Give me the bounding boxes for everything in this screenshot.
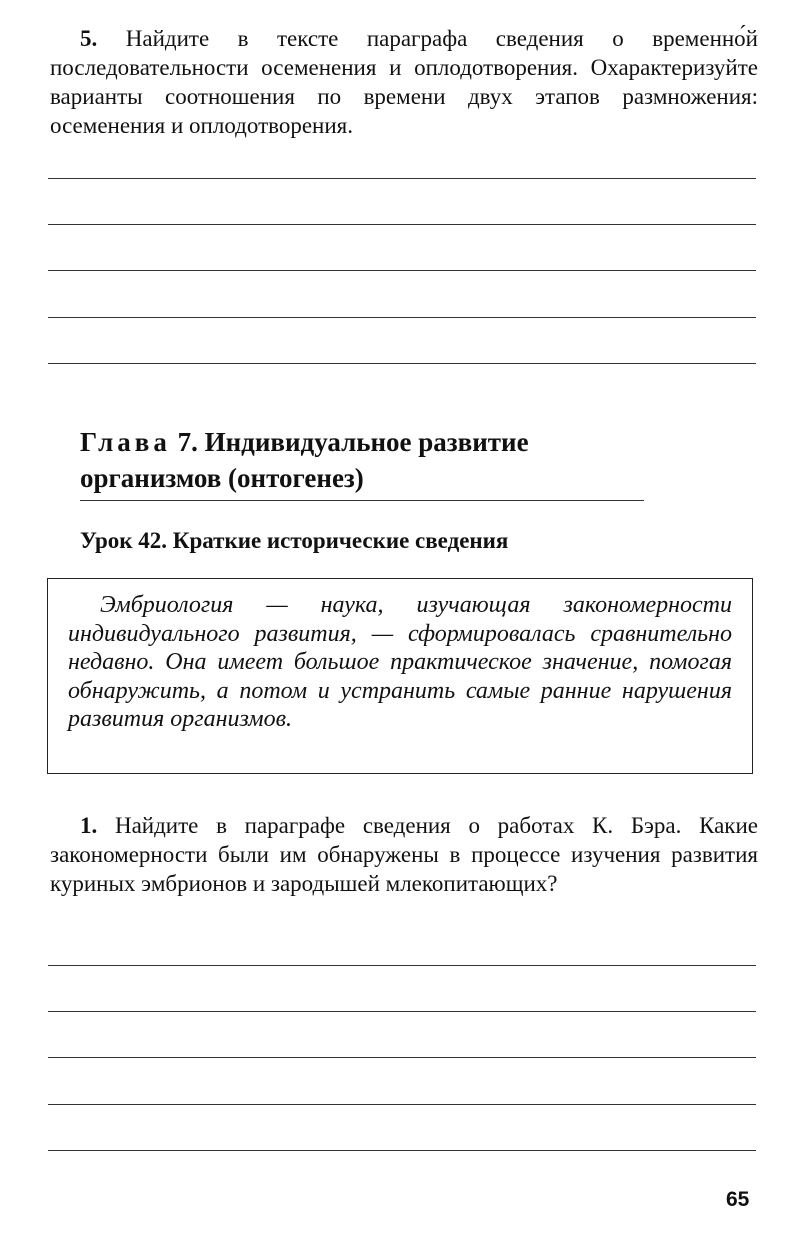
task-text: Найдите в тексте параграфа сведения о временно́й последовательности осеменения и оплодотворения. Охарактеризуйте варианты соотношения по времени двух этапов размножения: осеменения и оплодотворения. — [50, 26, 758, 138]
definition-text: Эмбриология — наука, изучающая закономерности индивидуального развития, — сформировалась сравнительно недавно. Она имеет большое практическое значение, помогая обнаружить, а потом и устранить самые ранние нарушения развития организмов. — [68, 592, 732, 732]
page-number: 65 — [726, 1188, 750, 1211]
answer-line[interactable] — [48, 1057, 756, 1058]
task-1 — [50, 811, 758, 898]
task-5 — [50, 24, 758, 140]
answer-line[interactable] — [48, 1104, 756, 1105]
answer-line[interactable] — [48, 224, 756, 225]
lesson-title: Урок 42. Краткие исторические сведения — [80, 528, 509, 553]
answer-line[interactable] — [48, 317, 756, 318]
answer-line[interactable] — [48, 965, 756, 966]
answer-line[interactable] — [48, 1011, 756, 1012]
answer-line[interactable] — [48, 363, 756, 364]
definition-box — [47, 578, 753, 774]
chapter-prefix: Глава — [80, 427, 171, 457]
answer-line[interactable] — [48, 270, 756, 271]
task-number: 1. — [80, 813, 98, 838]
chapter-heading — [80, 424, 650, 496]
chapter-title: 7. Индивидуальное развитие организмов (онтогенез) — [80, 427, 529, 493]
task-number: 5. — [80, 26, 98, 51]
answer-line[interactable] — [48, 178, 756, 179]
chapter-underline — [80, 500, 644, 501]
task-text: Найдите в параграфе сведения о работах К. Бэра. Какие закономерности были им обнаружены в процессе изучения развития куриных эмбрионов и зародышей млекопитающих? — [50, 813, 759, 896]
answer-line[interactable] — [48, 1150, 756, 1151]
